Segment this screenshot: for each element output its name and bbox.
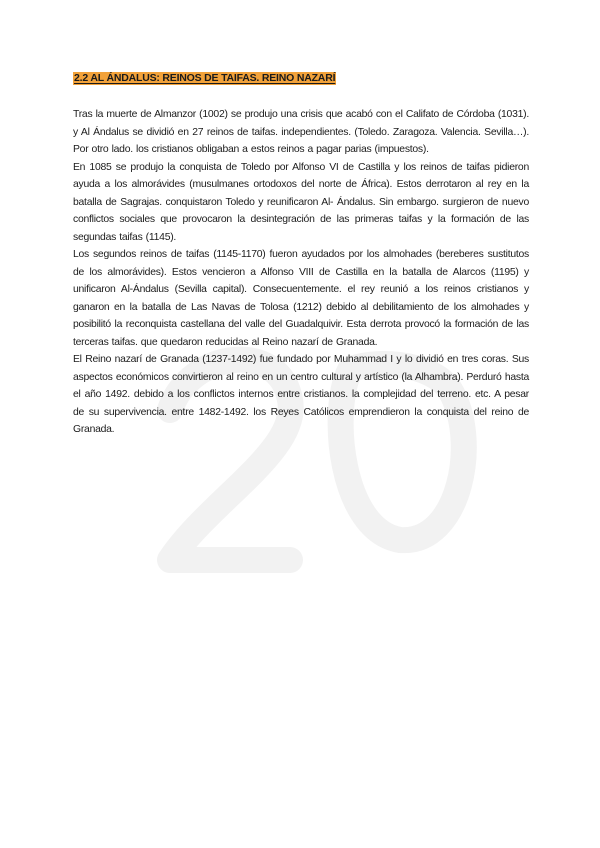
body-text bbox=[73, 106, 529, 439]
section-heading: 2.2 AL ÁNDALUS: REINOS DE TAIFAS. REINO NAZARÍ bbox=[74, 72, 336, 84]
paragraph: En 1085 se produjo la conquista de Toledo por Alfonso VI de Castilla y los reinos de taifas pidieron ayuda a los almorávides (musulmanes ortodoxos del norte de África). Estos derrotaron al rey en la batalla de Sagrajas. conquistaron Toledo y reunificaron Al- Ándalus. Sin embargo. surgieron de nuevo conflictos sociales que provocaron la desintegración de las primeras taifas y la formación de las segundas taifas (1145). bbox=[73, 161, 529, 243]
paragraph: Los segundos reinos de taifas (1145-1170) fueron ayudados por los almohades (bereberes sustitutos de los almorávides). Estos vencieron a Alfonso VIII de Castilla en la batalla de Alarcos (1195) y unificaron Al-Ándalus (Sevilla capital). Consecuentemente. el rey reunió a los reinos cristianos y ganaron en la batalla de Las Navas de Tolosa (1212) debido al debilitamiento de los almohades y posibilitó la reconquista castellana del valle del Guadalquivir. Esta derrota provocó la formación de las terceras taifas. que quedaron reducidas al Reino nazarí de Granada. bbox=[73, 249, 529, 348]
paragraph: Tras la muerte de Almanzor (1002) se produjo una crisis que acabó con el Califato de Córdoba (1031). y Al Ándalus se dividió en 27 reinos de taifas. independientes. (Toledo. Zaragoza. Valencia. Sevilla…). Por otro lado. los cristianos obligaban a estos reinos a pagar parias (impuestos). bbox=[73, 109, 529, 155]
paragraph: El Reino nazarí de Granada (1237-1492) fue fundado por Muhammad I y lo dividió en tres coras. Sus aspectos económicos convirtieron al reino en un centro cultural y artístico (la Alhambra). Perduró hasta el año 1492. debido a los conflictos internos entre cristianos. la complejidad del terreno. etc. A pesar de su supervivencia. entre 1482-1492. los Reyes Católicos emprendieron la conquista del reino de Granada. bbox=[73, 354, 529, 435]
